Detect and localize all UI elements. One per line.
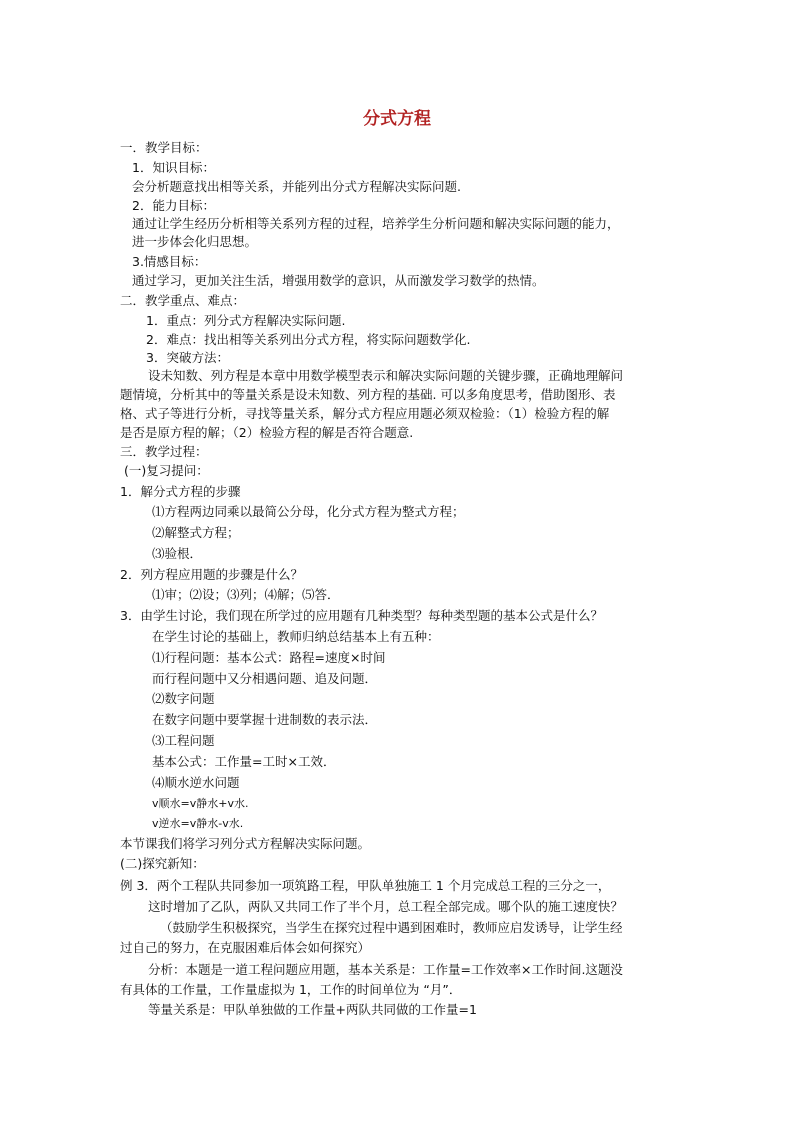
type-1-note: 而行程问题中又分相遇问题、追及问题． [152,671,378,686]
question-3: 3．由学生讨论，我们现在所学过的应用题有几种类型？每种类型题的基本公式是什么？ [120,608,603,623]
document-title: 分式方程 [363,109,431,129]
method-line-4: 是否是原方程的解；（2）检验方程的解是否符合题意. [120,425,414,440]
ability-goal-text-1: 通过让学生经历分析相等关系列方程的过程，培养学生分析问题和解决实际问题的能力， [132,216,620,231]
emotion-goal-heading: 3.情感目标： [132,254,207,269]
question-3-summary: 在学生讨论的基础上，教师归纳总结基本上有五种： [152,629,440,644]
type-4-current: ⑷顺水逆水问题 [152,775,240,790]
breakthrough-heading: 3．突破方法： [146,350,229,365]
key-point: 1．重点：列分式方程解决实际问题. [146,313,346,328]
section-1-heading: 一．教学目标： [120,140,208,155]
ability-goal-text-2: 进一步体会化归思想。 [132,234,258,249]
explore-heading: (二)探究新知： [120,856,205,871]
knowledge-goal-heading: 1．知识目标： [132,160,215,175]
knowledge-goal-text: 会分析题意找出相等关系，并能列出分式方程解决实际问题. [132,179,461,194]
example-line-1: 例 3．两个工程队共同参加一项筑路工程，甲队单独施工 1 个月完成总工程的三分之一， [120,878,611,893]
type-1-travel: ⑴行程问题：基本公式：路程=速度×时间 [152,650,386,665]
method-line-3: 格、式子等进行分析，寻找等量关系，解分式方程应用题必须双检验：（1）检验方程的解 [120,406,610,421]
question-1-step-1: ⑴方程两边同乘以最简公分母，化分式方程为整式方程； [152,504,465,519]
encourage-line-1: （鼓励学生积极探究，当学生在探究过程中遇到困难时，教师应启发诱导，让学生经 [160,920,623,935]
question-2-answer: ⑴审；⑵设；⑶列；⑷解；⑸答． [152,587,340,602]
question-2: 2．列方程应用题的步骤是什么？ [120,567,303,582]
type-3-formula: 基本公式：工作量=工时×工效． [152,754,336,769]
equation-relation: 等量关系是：甲队单独做的工作量+两队共同做的工作量=1 [148,1002,477,1017]
section-3-heading: 三．教学过程： [120,444,208,459]
question-1: 1．解分式方程的步骤 [120,484,241,499]
lesson-wrap-up: 本节课我们将学习列分式方程解决实际问题。 [120,836,371,851]
question-1-step-3: ⑶验根． [152,546,203,561]
section-2-heading: 二．教学重点、难点： [120,293,246,308]
type-3-work: ⑶工程问题 [152,733,215,748]
formula-downstream: v顺水=v静水+v水. [152,797,249,810]
review-heading: (一)复习提问： [124,463,209,478]
analysis-line-1: 分析：本题是一道工程问题应用题，基本关系是：工作量=工作效率×工作时间.这题没 [148,962,623,977]
emotion-goal-text: 通过学习，更加关注生活，增强用数学的意识，从而激发学习数学的热情。 [132,273,545,288]
formula-upstream: v逆水=v静水-v水. [152,817,244,830]
encourage-line-2: 过自己的努力，在克服困难后体会如何探究） [120,940,371,955]
type-2-note: 在数字问题中要掌握十进制数的表示法． [152,712,378,727]
example-line-2: 这时增加了乙队，两队又共同工作了半个月，总工程全部完成。哪个队的施工速度快？ [148,899,624,914]
method-line-1: 设未知数、列方程是本章中用数学模型表示和解决实际问题的关键步骤，正确地理解问 [148,368,624,383]
analysis-line-2: 有具体的工作量，工作量虚拟为 1，工作的时间单位为 “月”． [120,982,462,997]
question-1-step-2: ⑵解整式方程； [152,525,240,540]
difficult-point: 2．难点：找出相等关系列出分式方程，将实际问题数学化. [146,332,471,347]
ability-goal-heading: 2．能力目标： [132,198,215,213]
method-line-2: 题情境，分析其中的等量关系是设未知数、列方程的基础. 可以多角度思考，借助图形、表 [120,387,616,402]
type-2-number: ⑵数字问题 [152,691,215,706]
